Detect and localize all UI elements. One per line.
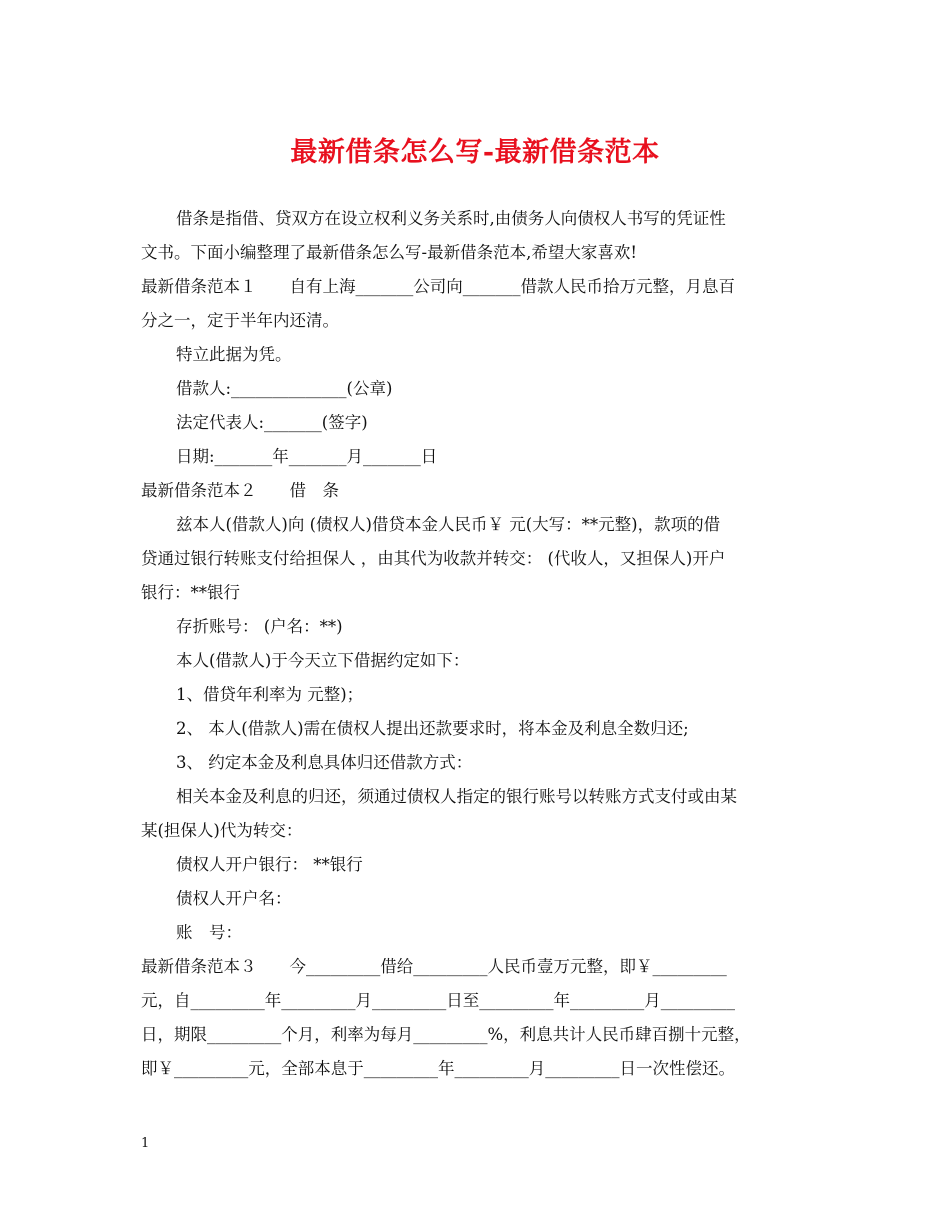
body-paragraph: 兹本人(借款人)向 (债权人)借贷本金人民币￥ 元(大写：**元整)，款项的借: [176, 515, 721, 534]
body-paragraph: 1、借贷年利率为 元整)；: [176, 685, 364, 704]
page-number: 1: [141, 1136, 150, 1151]
body-paragraph: 文书。下面小编整理了最新借条怎么写-最新借条范本,希望大家喜欢!: [141, 243, 637, 262]
body-paragraph: 借款人:______________(公章): [176, 379, 393, 398]
body-paragraph: 特立此据为凭。: [176, 345, 292, 364]
body-paragraph: 借条是指借、贷双方在设立权利义务关系时,由债务人向债权人书写的凭证性: [176, 209, 726, 228]
body-paragraph: 最新借条范本１ 自有上海_______公司向_______借款人民币拾万元整，月息百: [141, 277, 735, 296]
body-paragraph: 债权人开户名：: [176, 889, 292, 908]
body-paragraph: 元，自_________年_________月_________日至_________年_________月_________: [141, 991, 735, 1010]
body-paragraph: 本人(借款人)于今天立下借据约定如下：: [176, 651, 470, 670]
body-paragraph: 分之一，定于半年内还清。: [141, 311, 339, 330]
body-paragraph: 最新借条范本３ 今_________借给_________人民币壹万元整，即￥_________: [141, 957, 727, 976]
body-paragraph: 贷通过银行转账支付给担保人 ，由其代为收款并转交： (代收人，又担保人)开户: [141, 549, 726, 568]
document-title: 最新借条怎么写-最新借条范本: [290, 137, 660, 168]
body-paragraph: 存折账号： (户名：**): [176, 617, 343, 636]
body-paragraph: 银行：**银行: [141, 583, 240, 602]
body-paragraph: 相关本金及利息的归还，须通过债权人指定的银行账号以转账方式支付或由某: [176, 787, 737, 806]
body-paragraph: 3、 约定本金及利息具体归还借款方式：: [176, 753, 473, 772]
body-paragraph: 账 号：: [176, 923, 242, 942]
document-body: [141, 202, 821, 1086]
body-paragraph: 最新借条范本２ 借 条: [141, 481, 339, 500]
body-paragraph: 日期:_______年_______月_______日: [176, 447, 438, 466]
body-paragraph: 法定代表人:_______(签字): [176, 413, 368, 432]
body-paragraph: 2、 本人(借款人)需在债权人提出还款要求时，将本金及利息全数归还;: [176, 719, 689, 738]
body-paragraph: 某(担保人)代为转交：: [141, 821, 303, 840]
body-paragraph: 债权人开户银行： **银行: [176, 855, 363, 874]
body-paragraph: 日，期限_________个月，利率为每月_________%，利息共计人民币肆百捌十元整，: [141, 1025, 751, 1044]
body-paragraph: 即￥_________元，全部本息于_________年_________月_________日一次性偿还。: [141, 1059, 735, 1078]
